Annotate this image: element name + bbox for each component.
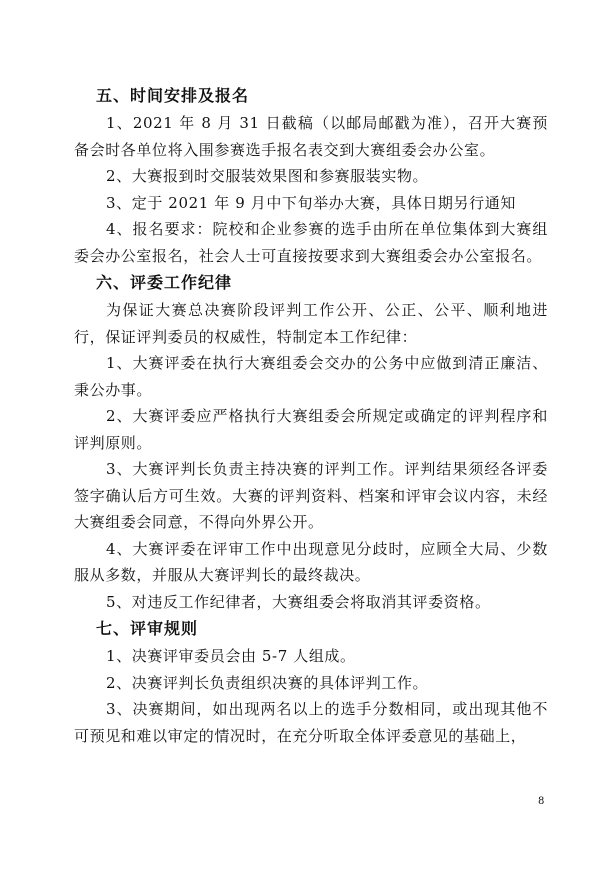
section-judging-discipline <box>74 269 548 615</box>
paragraph: 1、大赛评委在执行大赛组委会交办的公务中应做到清正廉洁、秉公办事。 <box>74 354 548 399</box>
paragraph: 4、大赛评委在评审工作中出现意见分歧时，应顾全大局、少数服从多数，并服从大赛评判长的最终裁决。 <box>74 539 548 584</box>
section-judging-rules <box>74 615 548 749</box>
paragraph: 2、大赛评委应严格执行大赛组委会所规定或确定的评判程序和评判原则。 <box>74 407 548 452</box>
paragraph: 为保证大赛总决赛阶段评判工作公开、公正、公平、顺利地进行，保证评判委员的权威性，特制定本工作纪律： <box>74 301 548 346</box>
page-number: 8 <box>538 796 545 807</box>
paragraph: 5、对违反工作纪律者，大赛组委会将取消其评委资格。 <box>106 592 491 611</box>
section-schedule <box>74 82 548 269</box>
paragraph: 2、大赛报到时交服装效果图和参赛服装实物。 <box>106 167 429 185</box>
paragraph: 1、决赛评审委员会由 5-7 人组成。 <box>106 647 356 665</box>
section-heading: 六、评委工作纪律 <box>96 273 233 292</box>
paragraph: 4、报名要求：院校和企业参赛的选手由所在单位集体到大赛组委会办公室报名，社会人士可直接按要求到大赛组委会办公室报名。 <box>74 220 548 265</box>
paragraph: 1、2021 年 8 月 31 日截稿（以邮局邮戳为准），召开大赛预备会时各单位将入围参赛选手报名表交到大赛组委会办公室。 <box>74 114 548 159</box>
section-heading: 五、时间安排及报名 <box>96 86 250 105</box>
paragraph: 3、定于 2021 年 9 月中下旬举办大赛，具体日期另行通知 <box>106 193 516 212</box>
paragraph: 3、大赛评判长负责主持决赛的评判工作。评判结果须经各评委签字确认后方可生效。大赛的评判资料、档案和评审会议内容，未经大赛组委会同意，不得向外界公开。 <box>74 460 548 531</box>
section-heading: 七、评审规则 <box>96 619 199 638</box>
paragraph: 2、决赛评判长负责组织决赛的具体评判工作。 <box>106 673 429 692</box>
page-content <box>74 82 548 749</box>
paragraph: 3、决赛期间，如出现两名以上的选手分数相同，或出现其他不可预见和难以审定的情况时，在充分听取全体评委意见的基础上， <box>74 700 548 745</box>
